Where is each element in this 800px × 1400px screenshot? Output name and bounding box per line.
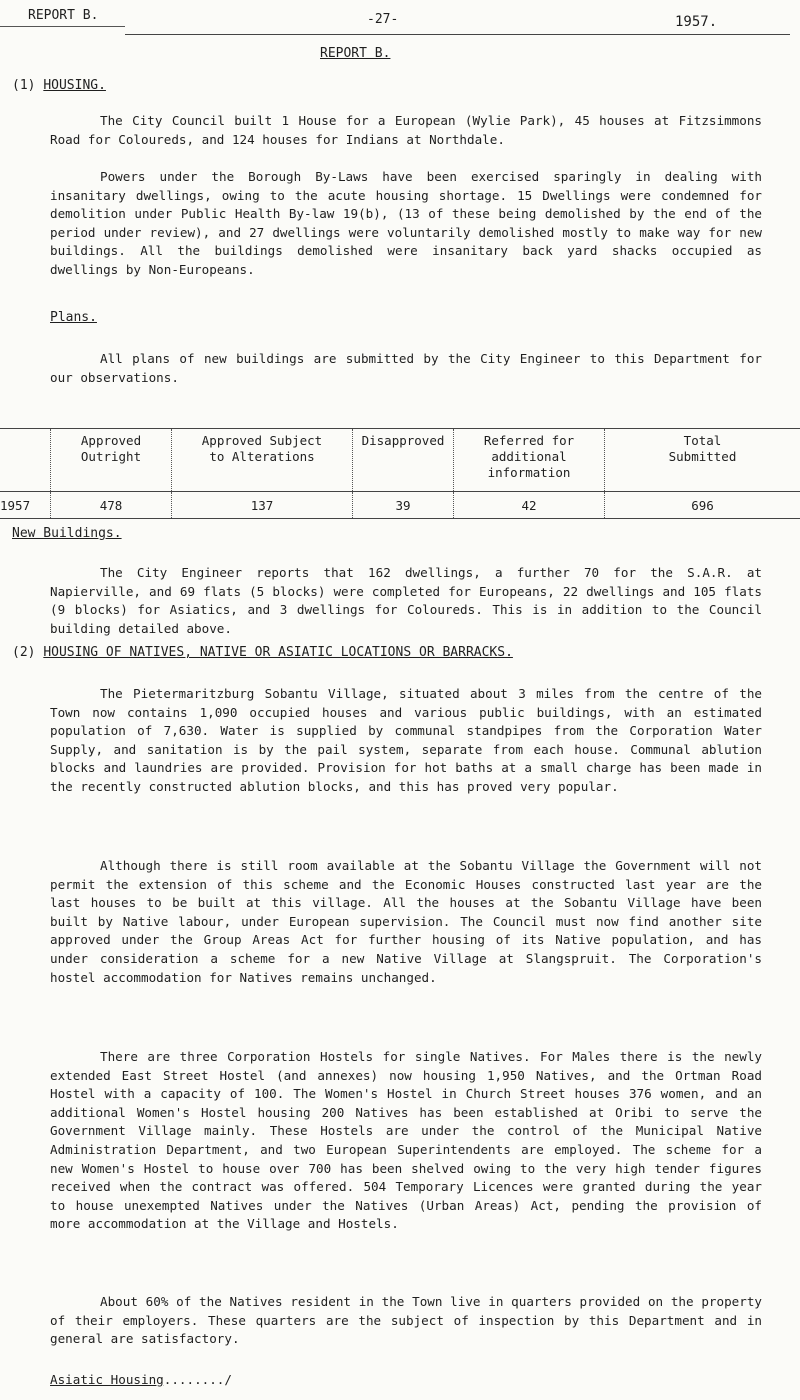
paragraph-text: The City Council built 1 House for a European (Wylie Park), 45 houses at Fitzsimmons Road for Coloureds, and 124 houses for Indians at Northdale. [50,113,762,147]
section-2-title: HOUSING OF NATIVES, NATIVE OR ASIATIC LOCATIONS OR BARRACKS. [43,645,513,660]
paragraph-village-extension [50,857,762,987]
section-2-heading [12,645,513,660]
table-header-cell: Disapproved [353,429,454,492]
table-header-cell [0,429,51,492]
section-2-number: (2) [12,645,36,660]
header-report-label: REPORT B. [28,8,99,23]
continuation-note [50,1372,232,1387]
paragraph-text: All plans of new buildings are submitted by the City Engineer to this Department for our observations. [50,351,762,385]
header-left-rule [0,26,125,27]
section-1-title: HOUSING. [43,78,106,93]
table-header-cell: Approved Subject to Alterations [172,429,353,492]
table-header-cell: Total Submitted [605,429,800,492]
paragraph-by-laws [50,168,762,280]
table-cell: 137 [172,492,353,519]
paragraph-plans [50,350,762,387]
leader-dots: ........ [163,1372,225,1387]
header-rule [125,34,790,35]
new-buildings-heading: New Buildings. [12,526,122,541]
paragraph-text: There are three Corporation Hostels for single Natives. For Males there is the newly extended East Street Hostel (and annexes) now housing 1,950 Natives, and the Ortman Road Hostel with a capacity of 100. The Women's Hostel in Church Street houses 376 women, and an additional Women's Hostel housing 200 Natives has been established at Oribi to serve the Government Village mainly. These Hostels are under the control of the Municipal Native Administration Department, and two European Superintendents are employed. The scheme for a new Women's Hostel to house over 700 has been shelved owing to the very high tender figures received when the contract was offered. 504 Temporary Licences were granted during the year to house unexempted Natives under the Natives (Urban Areas) Act, pending the provision of more accommodation at the Village and Hostels. [50,1049,762,1232]
table-cell: 42 [454,492,605,519]
section-1-heading [12,78,106,93]
table-header-cell: Approved Outright [51,429,172,492]
header-year: 1957. [675,14,718,30]
paragraph-council-building [50,112,762,149]
paragraph-text: Powers under the Borough By-Laws have been exercised sparingly in dealing with insanitary dwellings, owing to the acute housing shortage. 15 Dwellings were condemned for demolition under Public Health By-law 19(b), (13 of these being demolished by the end of the period under review), and 27 dwellings were voluntarily demolished mostly to make way for new buildings. All the buildings demolished were insanitary back yard shacks occupied as dwellings by Non-Europeans. [50,169,762,277]
paragraph-hostels [50,1048,762,1234]
table-header-cell: Referred for additional information [454,429,605,492]
paragraph-text: Although there is still room available at the Sobantu Village the Government will not permit the extension of this scheme and the Economic Houses constructed last year are the last houses to be built at this village. All the houses at the Sobantu Village have been built by Native labour, under European supervision. The Council must now find another site approved under the Group Areas Act for further housing of its Native population, and has under consideration a scheme for a new Native Village at Slangspruit. The Corporation's hostel accommodation for Natives remains unchanged. [50,858,762,985]
paragraph-text: The Pietermaritzburg Sobantu Village, situated about 3 miles from the centre of the Town now contains 1,090 occupied houses and various public buildings, with an estimated population of 7,630. Water is supplied by communal standpipes from the Corporation Water Supply, and sanitation is by the pail system, separate from each house. Communal ablution blocks and laundries are provided. Provision for hot baths at a small charge has been made in the recently constructed ablution blocks, and this has proved very popular. [50,686,762,794]
table-header-row [0,429,800,492]
continuation-slash: / [224,1372,232,1387]
plans-statistics-table [0,428,800,519]
paragraph-new-buildings [50,564,762,638]
table-cell: 696 [605,492,800,519]
table-cell-year: 1957 [0,492,51,519]
paragraph-text: About 60% of the Natives resident in the Town live in quarters provided on the property of their employers. These quarters are the subject of inspection by this Department and in general are satisfactory. [50,1294,762,1347]
paragraph-employer-quarters [50,1293,762,1349]
page-number: -27- [367,12,399,27]
table-row [0,492,800,519]
table-cell: 39 [353,492,454,519]
plans-heading: Plans. [50,310,97,325]
asiatic-housing-link: Asiatic Housing [50,1372,164,1387]
report-title: REPORT B. [320,46,391,61]
section-1-number: (1) [12,78,36,93]
paragraph-text: The City Engineer reports that 162 dwellings, a further 70 for the S.A.R. at Napierville, and 69 flats (5 blocks) were completed for Europeans, 22 dwellings and 105 flats (9 blocks) for Asiatics, and 3 dwellings for Coloureds. This is in addition to the Council building detailed above. [50,565,762,636]
table-cell: 478 [51,492,172,519]
paragraph-sobantu-village [50,685,762,797]
